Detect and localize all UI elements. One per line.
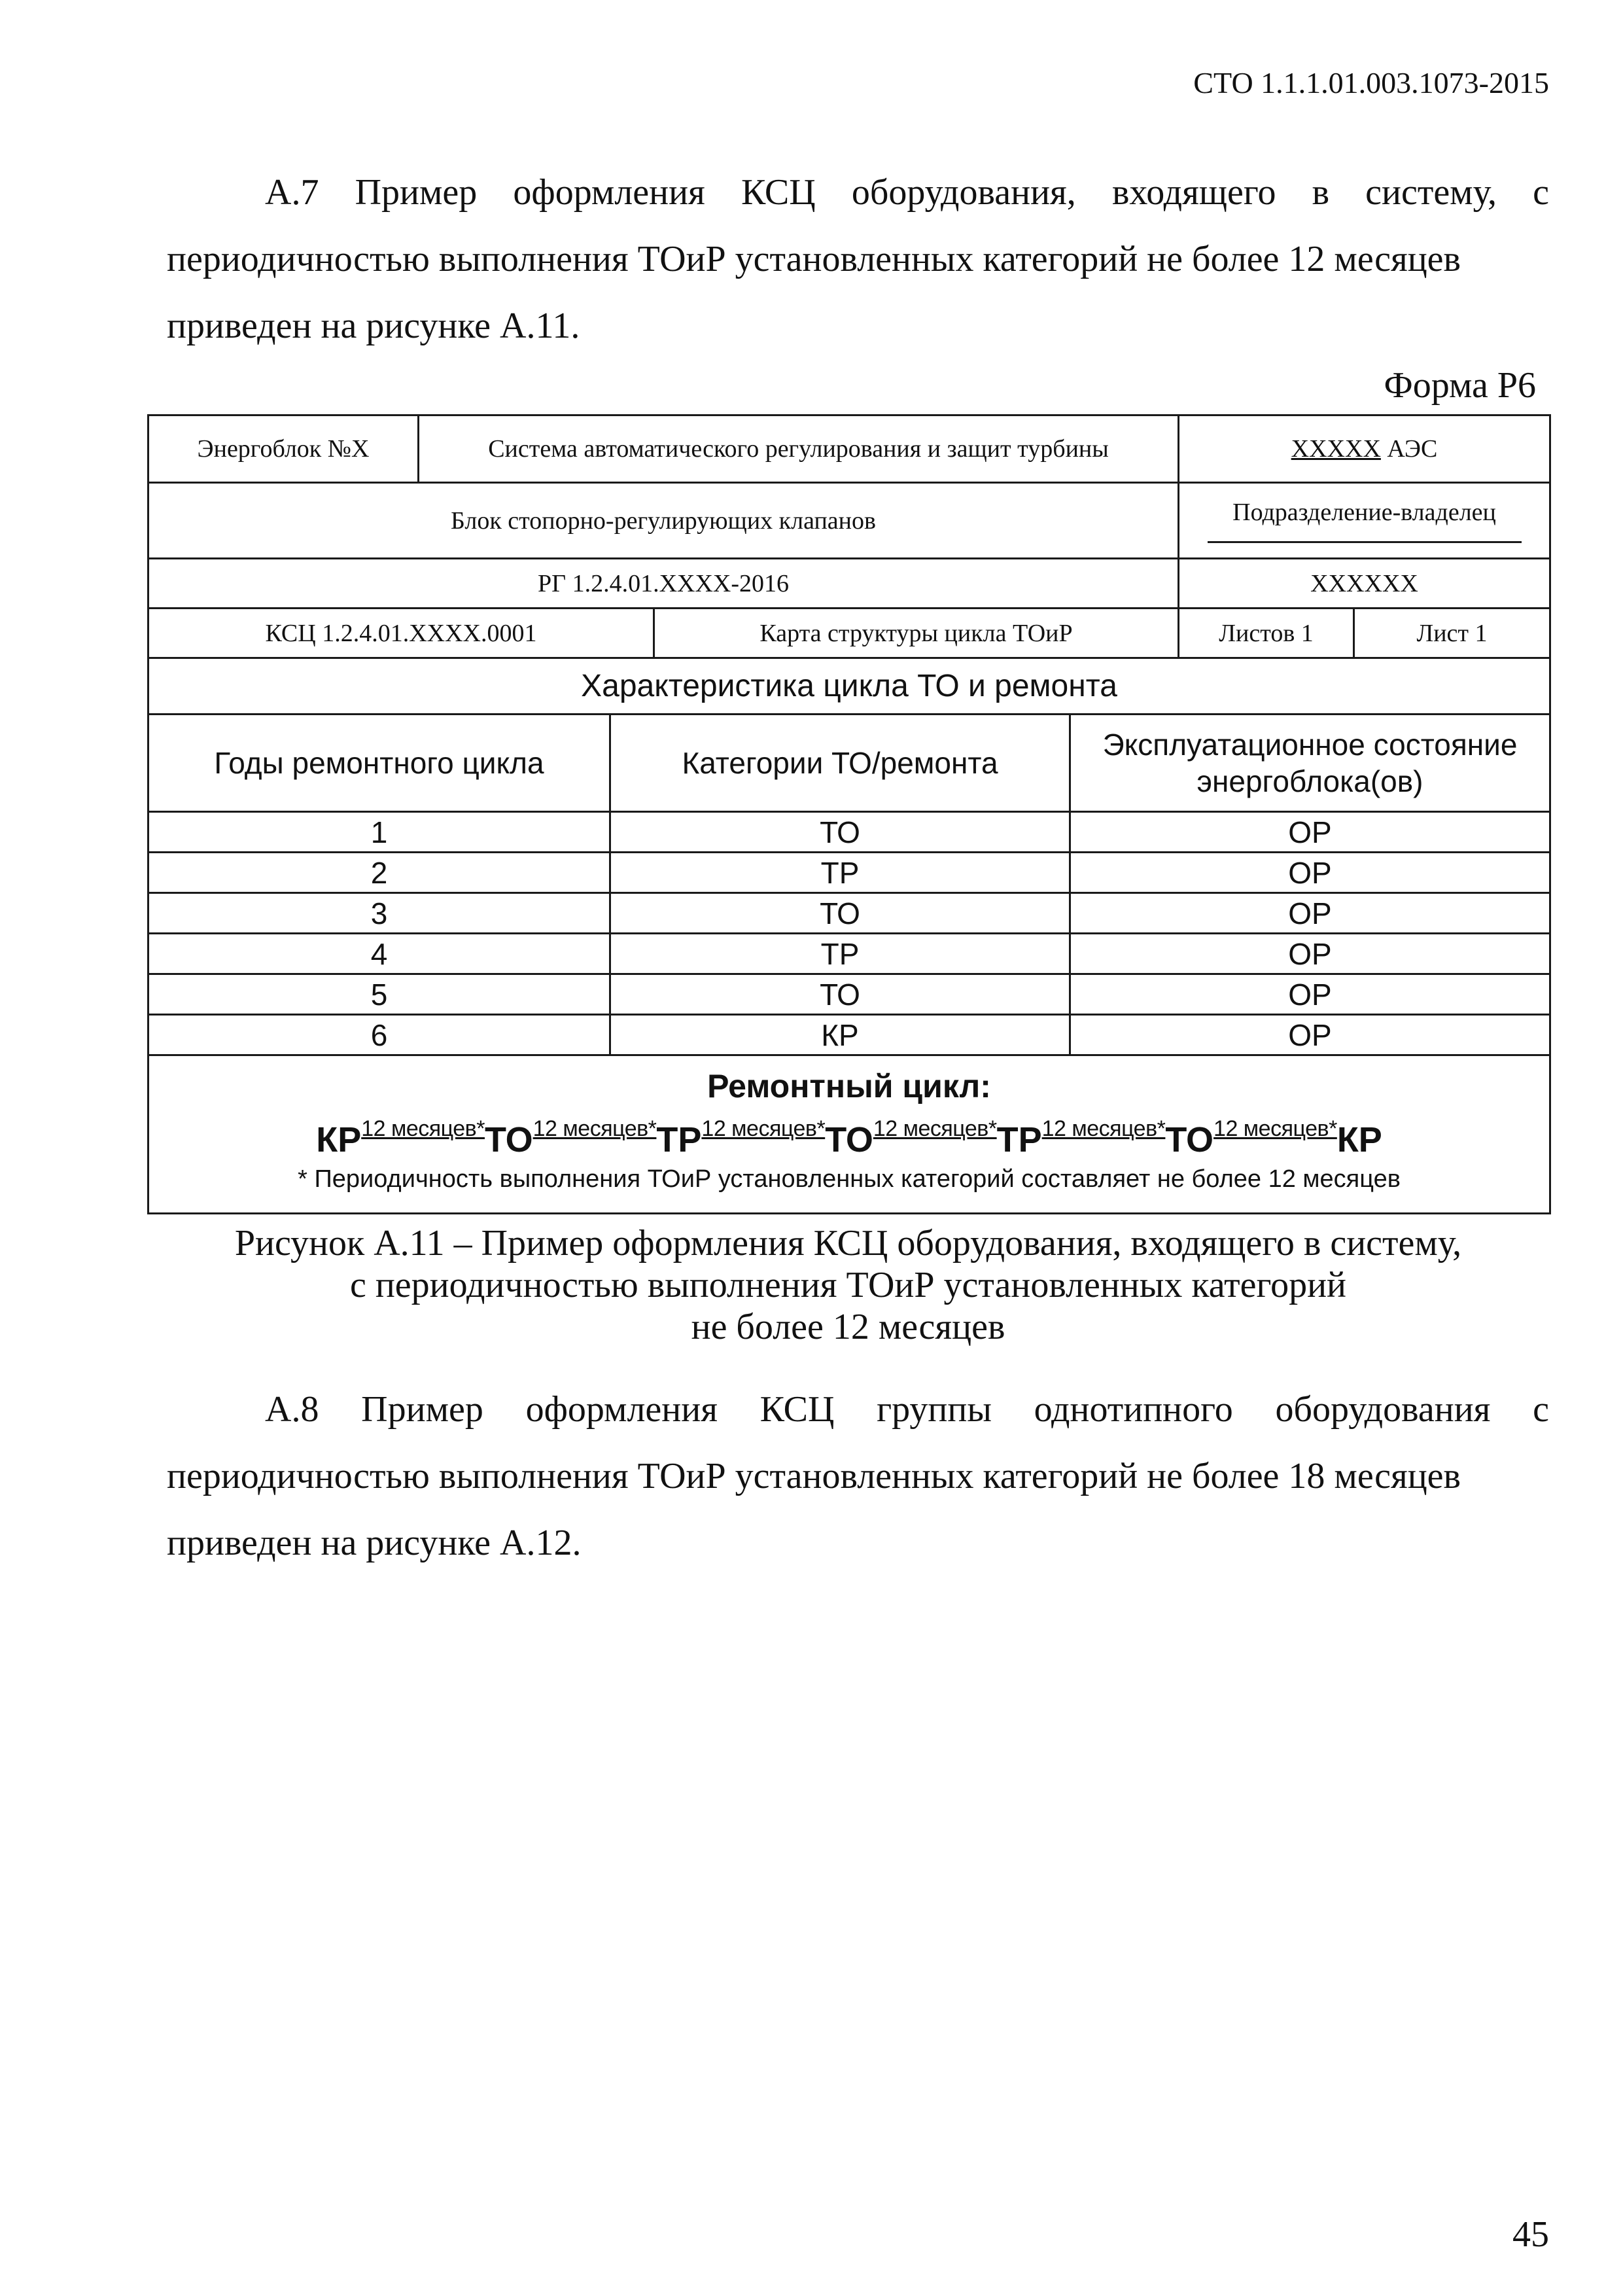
cycle-step: КР — [316, 1120, 362, 1159]
table-row — [148, 893, 1550, 934]
sheet-number-cell: Лист 1 — [1354, 609, 1550, 658]
cycle-interval: 12 месяцев* — [1041, 1116, 1166, 1141]
cycle-interval: 12 месяцев* — [873, 1116, 997, 1141]
owner-cell — [1179, 483, 1550, 559]
cycle-step: ТО — [484, 1120, 533, 1159]
sheets-total-cell: Листов 1 — [1179, 609, 1354, 658]
paragraph-a8-line-2: периодичностью выполнения ТОиР установленных категорий не более 18 месяцев — [167, 1456, 1461, 1496]
characteristic-title: Характеристика цикла ТО и ремонта — [148, 658, 1550, 715]
plant-suffix: АЭС — [1387, 435, 1438, 463]
block-name-cell: Блок стопорно-регулирующих клапанов — [148, 483, 1179, 559]
figure-caption-line-2: с периодичностью выполнения ТОиР установленных категорий — [349, 1265, 1347, 1305]
column-header-years: Годы ремонтного цикла — [148, 715, 610, 812]
paragraph-a8-line-3: приведен на рисунке А.12. — [167, 1523, 582, 1563]
table-row — [148, 934, 1550, 974]
repair-cycle-cell — [148, 1055, 1550, 1214]
row-category: ТО — [610, 974, 1070, 1015]
row-year: 2 — [148, 853, 610, 893]
column-header-state: Эксплуатационное состояние энергоблока(ов) — [1070, 715, 1550, 812]
row-state: ОР — [1070, 1015, 1550, 1055]
cycle-step: ТР — [996, 1120, 1042, 1159]
cycle-interval: 12 месяцев* — [532, 1116, 657, 1141]
paragraph-a7-line-1: А.7 Пример оформления КСЦ оборудования, входящего в систему, с — [265, 172, 1549, 213]
system-name-cell: Система автоматического регулирования и защит турбины — [419, 415, 1179, 483]
owner-code-cell: ХХХХХХ — [1179, 559, 1550, 609]
row-state: ОР — [1070, 974, 1550, 1015]
cycle-step: ТР — [656, 1120, 702, 1159]
ksc-code-cell: КСЦ 1.2.4.01.ХХХХ.0001 — [148, 609, 654, 658]
paragraph-a8-line-1: А.8 Пример оформления КСЦ группы однотипного оборудования с — [265, 1389, 1549, 1430]
power-unit-cell: Энергоблок №Х — [148, 415, 419, 483]
row-category: ТР — [610, 853, 1070, 893]
figure-caption-line-1: Рисунок А.11 – Пример оформления КСЦ оборудования, входящего в систему, — [234, 1223, 1462, 1263]
repair-cycle-title: Ремонтный цикл: — [707, 1068, 991, 1104]
table-row — [148, 853, 1550, 893]
owner-label: Подразделение-владелец — [1232, 499, 1496, 526]
rg-code-cell: РГ 1.2.4.01.ХХХХ-2016 — [148, 559, 1179, 609]
table-row — [148, 1015, 1550, 1055]
row-state: ОР — [1070, 934, 1550, 974]
paragraph-a7 — [167, 159, 1549, 359]
row-category: КР — [610, 1015, 1070, 1055]
paragraph-a8 — [167, 1376, 1549, 1576]
row-year: 3 — [148, 893, 610, 934]
form-ksc-table — [147, 607, 1551, 659]
figure-caption-line-3: не более 12 месяцев — [691, 1307, 1005, 1347]
row-year: 6 — [148, 1015, 610, 1055]
plant-mark: ХХХХХ — [1291, 435, 1381, 463]
cycle-step: КР — [1336, 1120, 1382, 1159]
column-header-category: Категории ТО/ремонта — [610, 715, 1070, 812]
paragraph-a7-line-2: периодичностью выполнения ТОиР установленных категорий не более 12 месяцев — [167, 239, 1461, 279]
row-year: 1 — [148, 812, 610, 853]
page-number: 45 — [1512, 2214, 1549, 2255]
cycle-interval: 12 месяцев* — [361, 1116, 485, 1141]
paragraph-a7-line-3: приведен на рисунке А.11. — [167, 306, 580, 346]
form-header-table — [147, 414, 1551, 609]
cycle-interval: 12 месяцев* — [701, 1116, 826, 1141]
row-category: ТР — [610, 934, 1070, 974]
figure-caption — [147, 1222, 1549, 1348]
row-year: 5 — [148, 974, 610, 1015]
row-state: ОР — [1070, 893, 1550, 934]
repair-cycle-chain — [149, 1106, 1549, 1163]
cycle-step: ТО — [1165, 1120, 1214, 1159]
cycle-table — [147, 657, 1551, 1214]
document-code: СТО 1.1.1.01.003.1073-2015 — [1193, 66, 1549, 99]
plant-cell — [1179, 415, 1550, 483]
ksc-form — [147, 414, 1549, 1214]
repair-cycle-note: * Периодичность выполнения ТОиР установленных категорий составляет не более 12 месяцев — [298, 1165, 1401, 1193]
row-state: ОР — [1070, 812, 1550, 853]
row-category: ТО — [610, 893, 1070, 934]
card-title-cell: Карта структуры цикла ТОиР — [654, 609, 1179, 658]
cycle-step: ТО — [825, 1120, 873, 1159]
cycle-interval: 12 месяцев* — [1213, 1116, 1337, 1141]
table-row — [148, 812, 1550, 853]
form-label: Форма Р6 — [1384, 365, 1536, 406]
row-category: ТО — [610, 812, 1070, 853]
owner-signature-line — [1208, 541, 1522, 543]
row-state: ОР — [1070, 853, 1550, 893]
table-row — [148, 974, 1550, 1015]
row-year: 4 — [148, 934, 610, 974]
